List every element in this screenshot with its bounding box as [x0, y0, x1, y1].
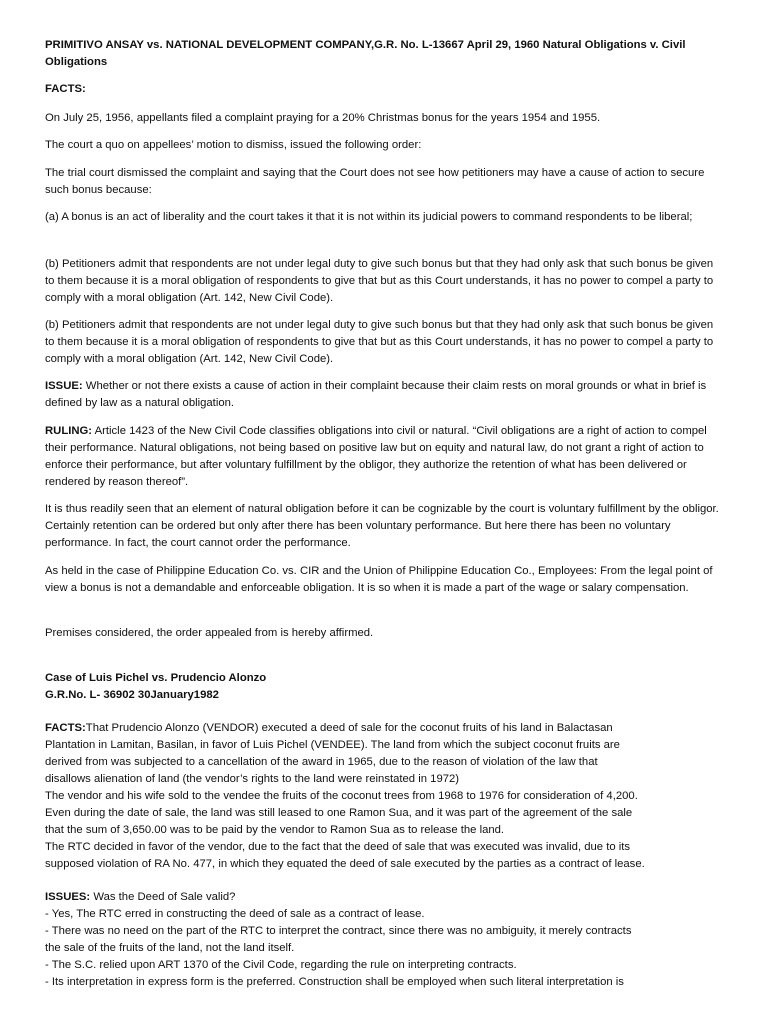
case2-issues-line: - The S.C. relied upon ART 1370 of the Civil Code, regarding the rule on interpreting contracts. — [45, 959, 517, 971]
issue-text: Whether or not there exists a cause of action in their complaint because their claim rests on moral grounds or what in brief is defined by law as a natural obligation. — [45, 380, 707, 409]
case2-facts-line: supposed violation of RA No. 477, in which they equated the deed of sale executed by the parties as a contract of lease. — [45, 858, 645, 870]
issue-label: ISSUE: — [45, 380, 83, 392]
case2-facts-text: That Prudencio Alonzo (VENDOR) executed a deed of sale for the coconut fruits of his land in Balactasan — [85, 722, 613, 734]
case2-facts-line: derived from was subjected to a cancellation of the award in 1965, due to the reason of violation of the law that — [45, 756, 598, 768]
case2-issues-question — [45, 889, 745, 906]
case2-issues-line: the sale of the fruits of the land, not the land itself. — [45, 942, 295, 954]
paragraph-order: The court a quo on appellees’ motion to dismiss, issued the following order: — [45, 139, 422, 151]
case2-facts — [45, 720, 745, 873]
case2-facts-line: that the sum of 3,650.00 was to be paid by the vendor to Ramon Sua as to release the land. — [45, 824, 505, 836]
case2-issues — [45, 889, 745, 991]
ruling-label: RULING: — [45, 425, 93, 437]
paragraph-item-b-first: (b) Petitioners admit that respondents are not under legal duty to give such bonus but that they had only ask that such bonus be given to them because it is a moral obligation of respondents to give that but as this Court understands, it has no power to compel a party to comply with a moral obligation (Art. 142, New Civil Code). — [45, 258, 714, 304]
case2-facts-line: Even during the date of sale, the land was still leased to one Ramon Sua, and it was part of the agreement of the sale — [45, 807, 633, 819]
case2-title — [45, 670, 725, 704]
paragraph-trial-court: The trial court dismissed the complaint and saying that the Court does not see how petitioners may have a cause of action to secure such bonus because: — [45, 167, 705, 196]
ruling-paragraph — [45, 423, 725, 491]
ruling-text: Article 1423 of the New Civil Code classifies obligations into civil or natural. “Civil obligations are a right of action to compel their performance. Natural obligations, not being based on positive law but on equity and natural law, do not grant a right of action to enforce their performance, but after voluntary fulfillment by the obligor, they authorize the retention of what has been delivered or rendered by reason thereof”. — [45, 425, 707, 488]
paragraph-item-b-second: (b) Petitioners admit that respondents are not under legal duty to give such bonus but that they had only ask that such bonus be given to them because it is a moral obligation of respondents to give that but as this Court understands, it has no power to compel a party to comply with a moral obligation (Art. 142, New Civil Code). — [45, 319, 714, 365]
case2-issues-line: - Yes, The RTC erred in constructing the deed of sale as a contract of lease. — [45, 908, 425, 920]
case-title: PRIMITIVO ANSAY vs. NATIONAL DEVELOPMENT COMPANY,G.R. No. L-13667 April 29, 1960 Natural Obligations v. Civil Obligations — [45, 39, 686, 68]
case2-facts-first-line — [45, 720, 745, 737]
paragraph-complaint-filed: On July 25, 1956, appellants filed a complaint praying for a 20% Christmas bonus for the years 1954 and 1955. — [45, 112, 601, 124]
case2-facts-line: Plantation in Lamitan, Basilan, in favor of Luis Pichel (VENDEE). The land from which the subject coconut fruits are — [45, 739, 620, 751]
paragraph-item-a: (a) A bonus is an act of liberality and the court takes it that it is not within its judicial powers to command respondents to be liberal; — [45, 211, 693, 223]
paragraph-voluntary-fulfillment: It is thus readily seen that an element of natural obligation before it can be cognizable by the court is voluntary fulfillment by the obligor. Certainly retention can be ordered but only after there has been voluntary performance. But here there has been no voluntary performance. In fact, the court cannot order the performance. — [45, 503, 719, 549]
paragraph-disposition: Premises considered, the order appealed from is hereby affirmed. — [45, 627, 374, 639]
case2-facts-line: The vendor and his wife sold to the vendee the fruits of the coconut trees from 1968 to 1976 for consideration of 4,200. — [45, 790, 638, 802]
facts-heading: FACTS: — [45, 83, 86, 95]
case2-facts-label: FACTS: — [45, 722, 86, 734]
case2-issues-line: - Its interpretation in express form is the preferred. Construction shall be employed when such literal interpretation is — [45, 976, 624, 988]
case2-issues-label: ISSUES: — [45, 891, 91, 903]
case2-facts-line: The RTC decided in favor of the vendor, due to the fact that the deed of sale that was executed was invalid, due to its — [45, 841, 631, 853]
issue-paragraph — [45, 378, 725, 412]
case2-issues-text: Was the Deed of Sale valid? — [90, 891, 236, 903]
paragraph-precedent: As held in the case of Philippine Education Co. vs. CIR and the Union of Philippine Education Co., Employees: From the legal point of view a bonus is not a demandable and enforceable obligation. It is so when it is made a part of the wage or salary compensation. — [45, 565, 713, 594]
case2-issues-line: - There was no need on the part of the RTC to interpret the contract, since there was no ambiguity, it merely contracts — [45, 925, 632, 937]
case2-title-line: Case of Luis Pichel vs. Prudencio Alonzo — [45, 672, 267, 684]
case2-facts-line: disallows alienation of land (the vendor’s rights to the land were reinstated in 1972) — [45, 773, 460, 785]
case2-gr-number: G.R.No. L- 36902 30January1982 — [45, 689, 219, 701]
